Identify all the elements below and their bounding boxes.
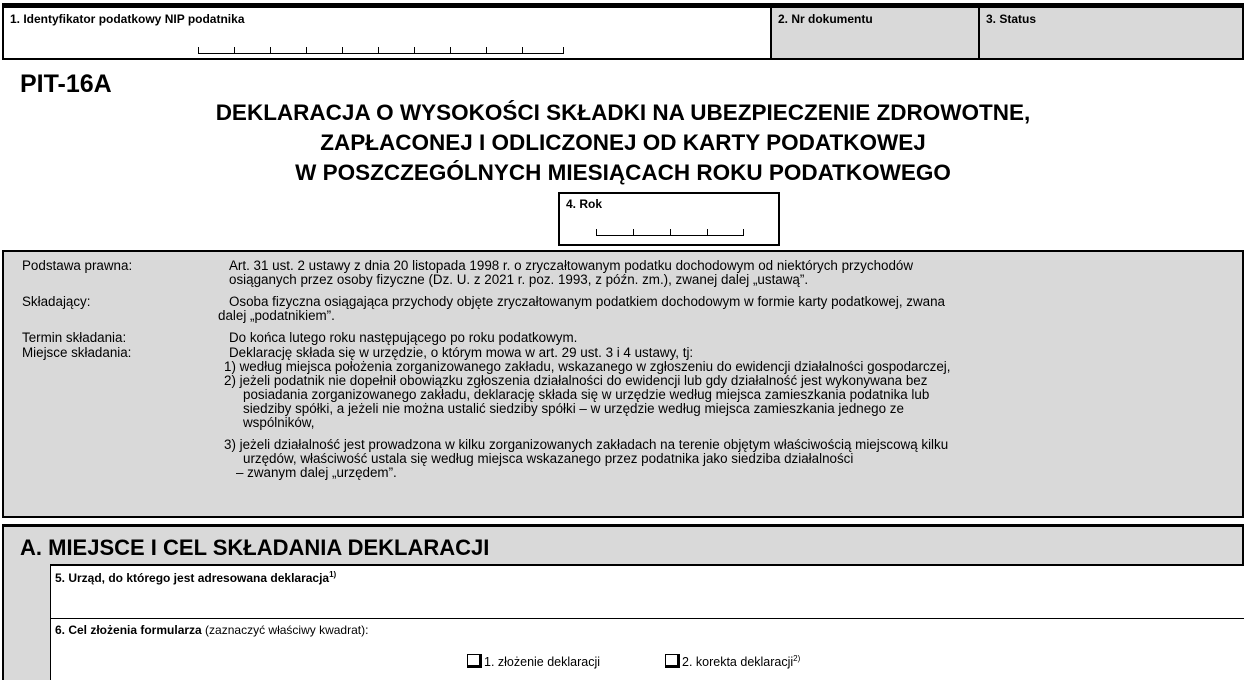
status-label: 3. Status (986, 12, 1037, 26)
form-code: PIT-16A (20, 70, 112, 98)
section-a-title: A. MIEJSCE I CEL SKŁADANIA DEKLARACJI (20, 535, 490, 560)
place-text-3: 2) jeżeli podatnik nie dopełnił obowiązku zgłoszenia działalności do ewidencji lub gdy działalność jest wykonywana bez (224, 373, 928, 388)
place-text-6: wspólników, (243, 415, 315, 430)
nip-field[interactable] (2, 6, 772, 60)
place-text-2: 1) według miejsca położenia zorganizowanego zakładu, wskazanego w zgłoszeniu do ewidencji działalności gospodarczej, (224, 359, 951, 374)
place-text-4: posiadania zorganizowanego zakładu, deklarację składa się w urzędzie według miejsca zamieszkania podatnika lub (243, 387, 930, 402)
option-submission[interactable]: 1. złożenie deklaracji (467, 654, 600, 669)
place-text-1: Deklarację składa się w urzędzie, o którym mowa w art. 29 ust. 3 i 4 ustawy, tj: (229, 345, 694, 360)
year-field[interactable] (558, 192, 780, 246)
purpose-field (50, 618, 1244, 680)
basis-text-2: osiąganych przez osoby fizyczne (Dz. U. z 2021 r. poz. 1993, z późn. zm.), zwanej dalej „ustawą”. (229, 272, 809, 287)
place-label: Miejsce składania: (22, 345, 132, 360)
basis-label: Podstawa prawna: (22, 258, 133, 273)
office-field[interactable] (50, 564, 1244, 618)
option-correction[interactable]: 2. korekta deklaracji$^{2)}$ (665, 654, 800, 669)
office-footnote-mark: 1) (329, 570, 337, 579)
deadline-label: Termin składania: (22, 330, 127, 345)
legal-info-panel (2, 250, 1244, 518)
filer-text-1: Osoba fizyczna osiągająca przychody objęte zryczałtowanym podatkiem dochodowym w formie karty podatkowej, zwana (229, 294, 945, 309)
status-field (978, 6, 1244, 60)
year-label: 4. Rok (566, 197, 603, 211)
section-a (2, 527, 1244, 680)
place-text-8: urzędów, właściwość ustala się według miejsca wskazanego przez podatnika jako siedziba działalności (243, 451, 854, 466)
place-text-7: 3) jeżeli działalność jest prowadzona w kilku zorganizowanych zakładach na terenie objętym właściwością miejscową kilku (224, 437, 949, 452)
doc-number-field (770, 6, 980, 60)
office-label: 5. Urząd, do którego jest adresowana deklaracja$^{1)}$ (55, 570, 337, 585)
filer-text-2: dalej „podatnikiem”. (218, 308, 335, 323)
doc-number-label: 2. Nr dokumentu (778, 12, 873, 26)
filer-label: Składający: (22, 294, 91, 309)
basis-text-1: Art. 31 ust. 2 ustawy z dnia 20 listopada 1998 r. o zryczałtowanym podatku dochodowym od niektórych przychodów (229, 258, 914, 273)
deadline-text-1: Do końca lutego roku następującego po roku podatkowym. (229, 330, 578, 345)
form-title-line3: W POSZCZEGÓLNYCH MIESIĄCACH ROKU PODATKOWEGO (295, 160, 951, 185)
form-title-line2: ZAPŁACONEJ I ODLICZONEJ OD KARTY PODATKOWEJ (320, 130, 926, 155)
place-text-9: – zwanym dalej „urzędem”. (236, 465, 397, 480)
form-title-line1: DEKLARACJA O WYSOKOŚCI SKŁADKI NA UBEZPIECZENIE ZDROWOTNE, (215, 100, 1031, 125)
year-tick-line (596, 228, 744, 236)
nip-tick-line (198, 46, 564, 54)
purpose-label: 6. Cel złożenia formularza (zaznaczyć właściwy kwadrat): (55, 623, 369, 637)
nip-label: 1. Identyfikator podatkowy NIP podatnika (10, 12, 245, 26)
checkbox-submission[interactable] (467, 654, 482, 668)
place-text-5: siedziby spółki, a jeżeli nie można ustalić siedziby spółki – w urzędzie według miejsca zamieszkania jednego ze (243, 401, 904, 416)
correction-footnote-mark: 2) (793, 654, 801, 663)
checkbox-correction[interactable] (665, 654, 680, 668)
